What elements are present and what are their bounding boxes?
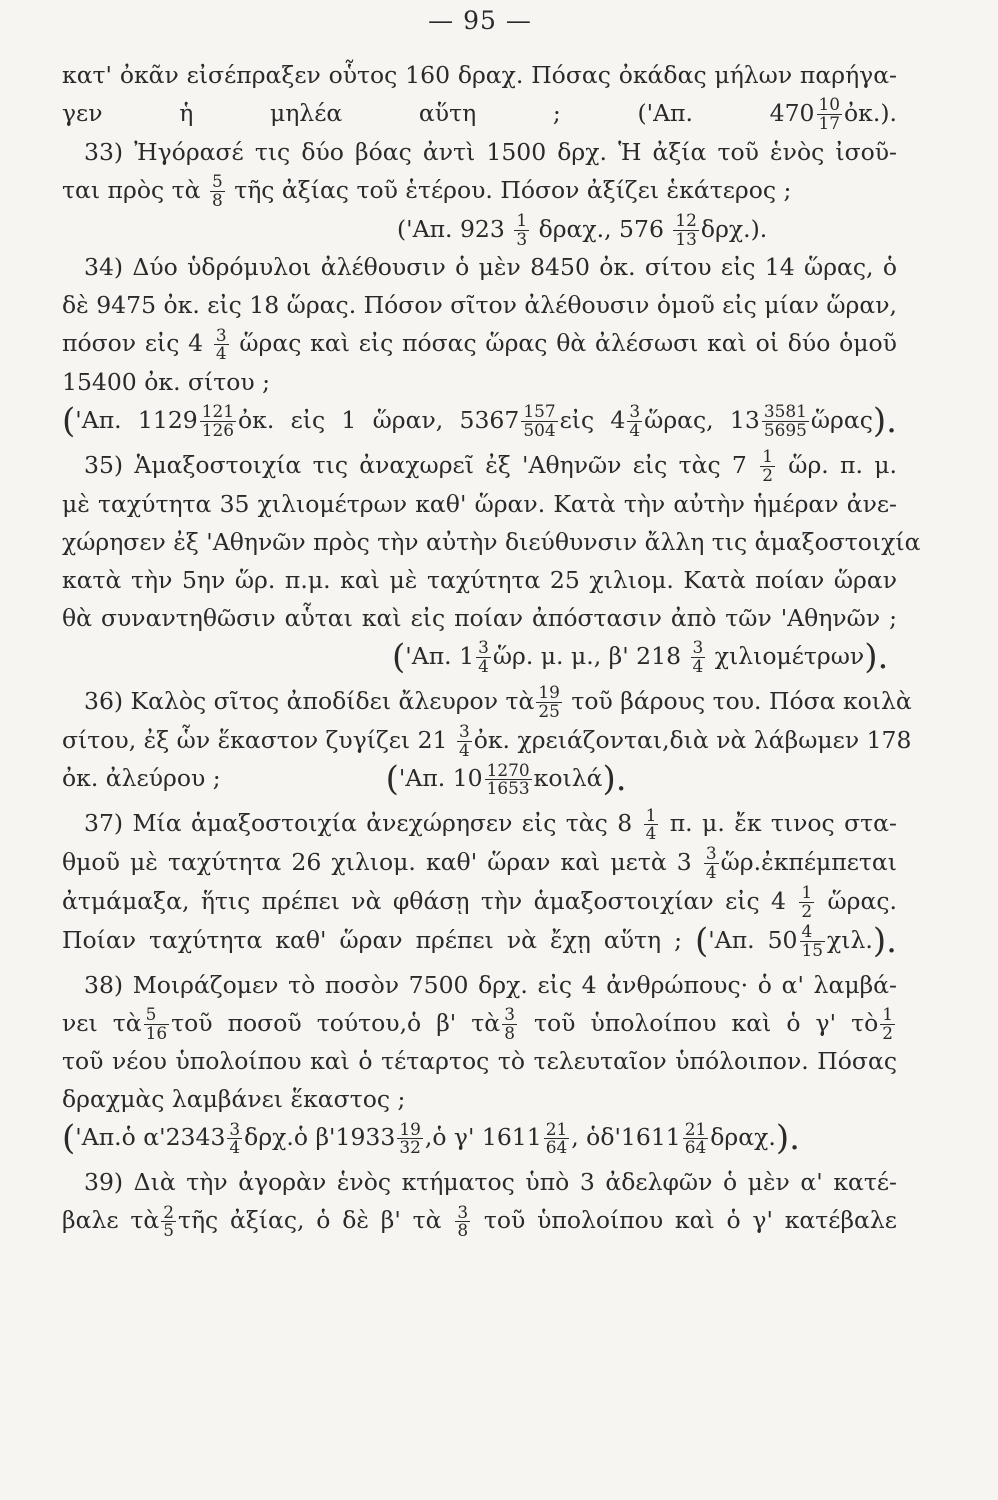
numerator: 5 (144, 1006, 170, 1025)
page-body (62, 56, 921, 1241)
denominator: 4 (705, 862, 717, 883)
denominator: 126 (201, 420, 235, 441)
numerator: 2 (163, 1201, 174, 1222)
answer-text: χιλιομέτρων (714, 641, 865, 670)
text-run: τῆς ἀξίας τοῦ ἑτέρου. Πόσον ἀξίζει ἑκάτερος ; (234, 175, 792, 204)
p35-line-2: μὲ ταχύτητα 35 χιλιομέτρων καθ' ὥραν. Κατὰ τὴν αὐτὴν ἡμέραν ἀνε- (62, 489, 897, 518)
denominator: 64 (545, 1137, 568, 1158)
numerator: 3 (504, 1003, 515, 1024)
p34-answer (62, 401, 897, 440)
text-run: θμοῦ μὲ ταχύτητα 26 χιλιομ. καθ' ὥραν καὶ μετὰ 3 (62, 848, 692, 877)
numerator: 3 (692, 637, 704, 658)
answer-text: 'Απ.ὁ α'2343 (75, 1123, 226, 1152)
fraction (210, 173, 225, 210)
fraction (704, 845, 719, 882)
numerator: 1 (645, 804, 657, 825)
text-run: τοῦ βάρους του. Πόσα κοιλὰ (571, 686, 912, 715)
numerator: 3 (457, 1201, 469, 1222)
denominator: 8 (211, 189, 223, 210)
fraction (673, 209, 699, 249)
answer-text: ὥρας (810, 406, 873, 435)
answer-text: δρχ.). (700, 214, 768, 243)
fraction (544, 1118, 570, 1158)
fraction (644, 804, 659, 844)
text-run: τοῦ ὑπολοίπου καὶ ὁ γ' κατέβαλε (483, 1206, 897, 1235)
numerator: 3 (705, 843, 717, 864)
denominator: 4 (645, 823, 657, 844)
numerator: 121 (201, 401, 235, 422)
answer-text: δραχ. (710, 1123, 776, 1152)
close-paren: ). (872, 920, 897, 961)
text-run: ὥρ. π. μ. (788, 451, 897, 480)
answer-text: 'Απ. 50 (708, 925, 798, 954)
text-run: 35) Ἁμαξοστοιχία τις ἀναχωρεῖ ἐξ 'Αθηνῶν εἰς τὰς 7 (84, 451, 747, 480)
text-run: ἀτμάμαξα, ἥτις πρέπει νὰ φθάσῃ τὴν ἁμαξοστοιχίαν εἰς 4 (62, 886, 786, 915)
numerator: 1 (882, 1003, 893, 1024)
text-run: νει τὰ (62, 1008, 142, 1037)
denominator: 2 (762, 465, 773, 486)
p32-question-end: γεν ἡ μηλέα αὕτη ; (62, 99, 561, 127)
numerator: 4 (800, 923, 826, 942)
numerator: 3 (478, 637, 489, 658)
fraction (144, 1003, 170, 1043)
close-paren: ). (872, 401, 897, 442)
denominator: 5695 (763, 420, 807, 441)
fraction (455, 1201, 470, 1241)
close-paren: ). (602, 759, 627, 800)
fraction (214, 324, 229, 364)
open-paren: ( (694, 920, 709, 961)
p39-line-2 (62, 1201, 897, 1240)
denominator: 8 (457, 1220, 469, 1241)
numerator: 1270 (486, 759, 530, 780)
open-paren: ( (62, 401, 76, 442)
p38-line-1: 38) Μοιράζομεν τὸ ποσὸν 7500 δρχ. εἰς 4 ἀνθρώπους· ὁ α' λαμβά- (84, 970, 897, 999)
text-run: ὥρας. (827, 886, 897, 915)
numerator: 157 (523, 401, 556, 422)
answer-text: 'Απ. 1 (405, 641, 475, 670)
answer-text: χιλ. (827, 925, 873, 954)
text-run: 36) Καλὸς σῖτος ἀποδίδει ἄλευρον τὰ (84, 686, 535, 715)
text-run: πόσον εἰς 4 (62, 329, 204, 358)
numerator: 10 (818, 94, 841, 115)
denominator: 4 (229, 1137, 241, 1158)
fraction (521, 403, 557, 440)
fraction (800, 920, 826, 960)
p37-line-3 (62, 882, 897, 921)
fraction (817, 96, 843, 133)
denominator: 15 (801, 939, 824, 960)
p36-line-3 (62, 759, 897, 798)
numerator: 3 (458, 720, 470, 741)
text-run: 37) Μία ἁμαξοστοιχία ἀνεχώρησεν εἰς τὰς 8 (84, 809, 633, 838)
answer-text: ὥρας, 13 (644, 406, 760, 435)
text-run: π. μ. ἔκ τινος στα- (669, 809, 897, 838)
open-paren: ( (385, 759, 399, 800)
denominator: 13 (675, 228, 697, 249)
text-run: ται πρὸς τὰ (62, 175, 201, 204)
text-run: σίτου, ἐξ ὧν ἕκαστον ζυγίζει 21 (62, 725, 448, 754)
p33-answer (62, 210, 897, 249)
fraction (536, 684, 562, 721)
answer-text: ὀκ. εἰς 1 ὥραν, 5367 (238, 406, 520, 435)
page-number: — 95 — (428, 6, 532, 35)
text-run: τοῦ ὑπολοίπου καὶ ὁ γ' τὸ (534, 1008, 879, 1037)
p35-line-4: κατὰ τὴν 5ην ὥρ. π.μ. καὶ μὲ ταχύτητα 25 χιλιομ. Κατὰ ποίαν ὥραν (62, 565, 897, 594)
numerator: 3 (215, 324, 227, 345)
p37-answer (694, 920, 897, 961)
answer-text: ('Απ. 470 (637, 99, 815, 127)
open-paren: ( (392, 636, 406, 677)
p34-line-1: 34) Δύο ὑδρόμυλοι ἀλέθουσιν ὁ μὲν 8450 ὀκ. σίτου εἰς 14 ὥρας, ὁ (84, 253, 897, 282)
fraction (627, 403, 642, 440)
numerator: 19 (538, 682, 560, 703)
text-run: ὥρ.ἐκπέμπεται (720, 848, 897, 877)
answer-text: 'Απ. 1129 (75, 406, 198, 435)
p39-line-1: 39) Διὰ τὴν ἀγορὰν ἑνὸς κτήματος ὑπὸ 3 ἀδελφῶν ὁ μὲν α' κατέ- (84, 1168, 897, 1197)
fraction (485, 759, 532, 799)
numerator: 1 (801, 882, 813, 903)
fraction (514, 209, 529, 249)
denominator: 17 (818, 113, 841, 133)
fraction (227, 1118, 242, 1158)
fraction (880, 1003, 895, 1043)
numerator: 1 (516, 209, 528, 230)
denominator: 4 (629, 420, 641, 441)
fraction (760, 448, 775, 485)
fraction (397, 1118, 423, 1158)
numerator: 3581 (763, 401, 807, 422)
numerator: 19 (399, 1118, 421, 1139)
numerator: 12 (675, 209, 697, 230)
open-paren: ( (62, 1118, 76, 1159)
answer-text: δραχ., 576 (538, 214, 664, 243)
p38-line-2 (62, 1004, 897, 1043)
answer-text: , ὁδ'1611 (571, 1123, 681, 1152)
p38-answer (62, 1118, 897, 1157)
denominator: 3 (516, 228, 528, 249)
numerator: 5 (211, 171, 223, 191)
answer-text: ὀκ.). (844, 99, 897, 127)
text-run: ὀκ. χρειάζονται,διὰ νὰ λάβωμεν 178 (473, 725, 912, 754)
denominator: 4 (478, 655, 489, 676)
numerator: 21 (545, 1118, 568, 1139)
text-run: τῆς ἀξίας, ὁ δὲ β' τὰ (177, 1206, 442, 1235)
fraction (457, 720, 472, 760)
answer-text: κοιλά (533, 764, 603, 793)
p34-line-2: δὲ 9475 ὀκ. εἰς 18 ὥρας. Πόσον σῖτον ἀλέθουσιν ὁμοῦ εἰς μίαν ὥραν, (62, 291, 897, 320)
p35-answer (62, 637, 897, 676)
fraction (799, 884, 814, 921)
p33-line-2 (62, 171, 897, 210)
p37-line-2 (62, 843, 897, 882)
text-run: ὀκ. ἀλεύρου ; (62, 764, 221, 793)
answer-text: ὥρ. μ. μ., β' 218 (492, 641, 682, 670)
answer-text: εἰς 4 (559, 406, 626, 435)
p33-line-1: 33) Ἠγόρασέ τις δύο βόας ἀντὶ 1500 δρχ. Ἡ ἀξία τοῦ ἑνὸς ἰσοῦ- (84, 137, 897, 166)
fraction (161, 1201, 176, 1241)
denominator: 32 (399, 1137, 421, 1158)
p36-line-2 (62, 720, 912, 760)
denominator: 4 (215, 343, 227, 364)
text-run: Ποίαν ταχύτητα καθ' ὥραν πρέπει νὰ ἔχῃ αὕτη ; (62, 925, 682, 954)
denominator: 8 (504, 1022, 515, 1043)
text-run: ὥρας καὶ εἰς πόσας ὥρας θὰ ἀλέσωσι καὶ οἱ δύο ὁμοῦ (239, 329, 897, 358)
denominator: 1653 (486, 778, 530, 799)
p32-line-2 (62, 94, 897, 133)
denominator: 4 (458, 739, 470, 760)
denominator: 64 (684, 1137, 707, 1158)
denominator: 2 (801, 900, 813, 921)
p35-line-5: θὰ συναντηθῶσιν αὗται καὶ εἰς ποίαν ἀπόστασιν ἀπὸ τῶν 'Αθηνῶν ; (62, 603, 897, 632)
fraction (683, 1118, 709, 1158)
text-run: τοῦ ποσοῦ τούτου,ὁ β' τὰ (171, 1008, 501, 1037)
numerator: 3 (229, 1118, 241, 1139)
p34-line-3 (62, 324, 897, 363)
p32-answer (637, 94, 897, 133)
fraction (762, 403, 809, 440)
fraction (502, 1003, 517, 1043)
answer-text: δρχ.ὁ β'1933 (244, 1123, 396, 1152)
denominator: 4 (692, 655, 704, 676)
p38-line-4: δραχμὰς λαμβάνει ἕκαστος ; (62, 1085, 406, 1114)
numerator: 1 (762, 446, 773, 467)
p38-line-3: τοῦ νέου ὑπολοίπου καὶ ὁ τέταρτος τὸ τελευταῖον ὑπόλοιπον. Πόσας (62, 1047, 897, 1076)
p36-line-1 (62, 682, 912, 721)
denominator: 2 (882, 1022, 893, 1043)
answer-text: ,ὁ γ' 1611 (424, 1123, 542, 1152)
p35-line-1 (62, 446, 897, 485)
denominator: 25 (538, 700, 560, 721)
fraction (691, 639, 706, 676)
close-paren: ). (775, 1118, 800, 1159)
fraction (200, 403, 236, 440)
close-paren: ). (864, 636, 889, 677)
p34-line-4: 15400 ὀκ. σίτου ; (62, 368, 271, 397)
p37-line-1 (62, 804, 897, 843)
p35-line-3: χώρησεν ἐξ 'Αθηνῶν πρὸς τὴν αὐτὴν διεύθυνσιν ἄλλη τις ἁμαξοστοιχία (62, 527, 921, 556)
fraction (476, 639, 491, 676)
denominator: 16 (145, 1022, 168, 1043)
p32-line-1: κατ' ὀκᾶν εἰσέπραξεν οὗτος 160 δραχ. Πόσας ὀκάδας μήλων παρήγα- (62, 61, 897, 89)
denominator: 504 (523, 420, 556, 441)
text-run: βαλε τὰ (62, 1206, 160, 1235)
denominator: 5 (163, 1220, 174, 1241)
answer-text: 'Απ. 10 (398, 764, 483, 793)
p37-line-4 (62, 921, 897, 960)
numerator: 21 (684, 1118, 707, 1139)
numerator: 3 (629, 401, 641, 422)
answer-text: ('Απ. 923 (397, 214, 505, 243)
